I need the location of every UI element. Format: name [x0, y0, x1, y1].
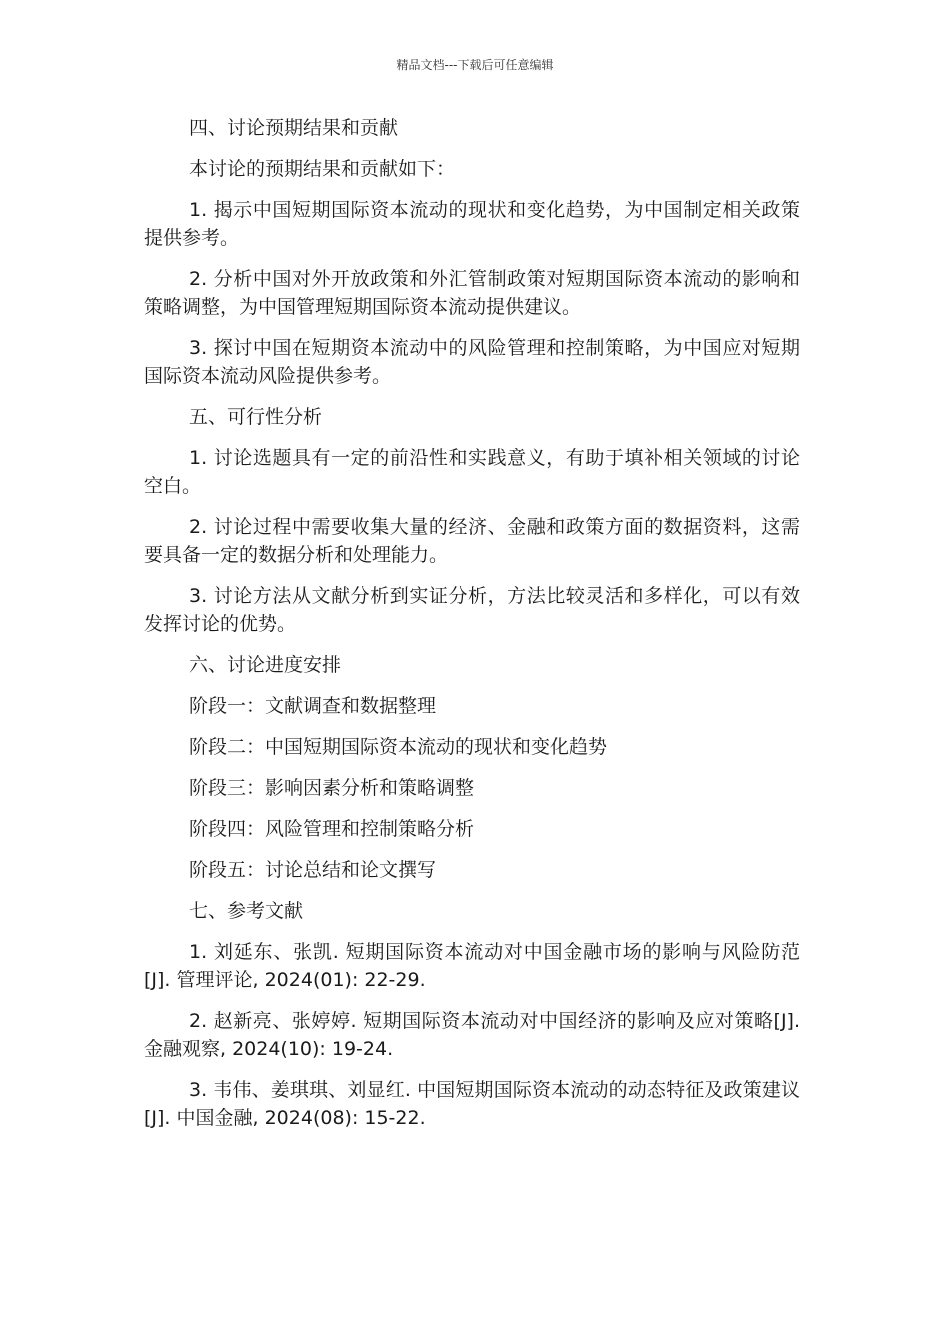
section-heading-feasibility: 五、可行性分析: [189, 406, 323, 428]
list-item: 1. 揭示中国短期国际资本流动的现状和变化趋势，为中国制定相关政策提供参考。: [144, 199, 800, 249]
reference-entry: 2. 赵新亮、张婷婷. 短期国际资本流动对中国经济的影响及应对策略[J]. 金融观察, 2024(10): 19-24.: [144, 1010, 800, 1060]
schedule-stage: 阶段五：讨论总结和论文撰写: [189, 859, 437, 881]
section-heading-expected-results: 四、讨论预期结果和贡献: [189, 117, 399, 139]
document-body: [144, 114, 800, 1145]
list-item: 2. 讨论过程中需要收集大量的经济、金融和政策方面的数据资料，这需要具备一定的数据分析和处理能力。: [144, 516, 800, 566]
list-item: 3. 讨论方法从文献分析到实证分析，方法比较灵活和多样化，可以有效发挥讨论的优势。: [144, 585, 800, 635]
schedule-stage: 阶段三：影响因素分析和策略调整: [189, 777, 475, 799]
schedule-stage: 阶段四：风险管理和控制策略分析: [189, 818, 475, 840]
list-item: 2. 分析中国对外开放政策和外汇管制政策对短期国际资本流动的影响和策略调整，为中国管理短期国际资本流动提供建议。: [144, 268, 800, 318]
section-heading-schedule: 六、讨论进度安排: [189, 654, 342, 676]
page-header: 精品文档---下载后可任意编辑: [396, 58, 554, 72]
reference-entry: 3. 韦伟、姜琪琪、刘显红. 中国短期国际资本流动的动态特征及政策建议[J]. 中国金融, 2024(08): 15-22.: [144, 1079, 800, 1129]
schedule-stage: 阶段一：文献调查和数据整理: [189, 695, 437, 717]
reference-entry: 1. 刘延东、张凯. 短期国际资本流动对中国金融市场的影响与风险防范[J]. 管理评论, 2024(01): 22-29.: [144, 941, 800, 991]
section-intro: 本讨论的预期结果和贡献如下：: [189, 158, 456, 180]
list-item: 3. 探讨中国在短期资本流动中的风险管理和控制策略，为中国应对短期国际资本流动风险提供参考。: [144, 337, 800, 387]
schedule-stage: 阶段二：中国短期国际资本流动的现状和变化趋势: [189, 736, 608, 758]
list-item: 1. 讨论选题具有一定的前沿性和实践意义，有助于填补相关领域的讨论空白。: [144, 447, 800, 497]
section-heading-references: 七、参考文献: [189, 900, 304, 922]
